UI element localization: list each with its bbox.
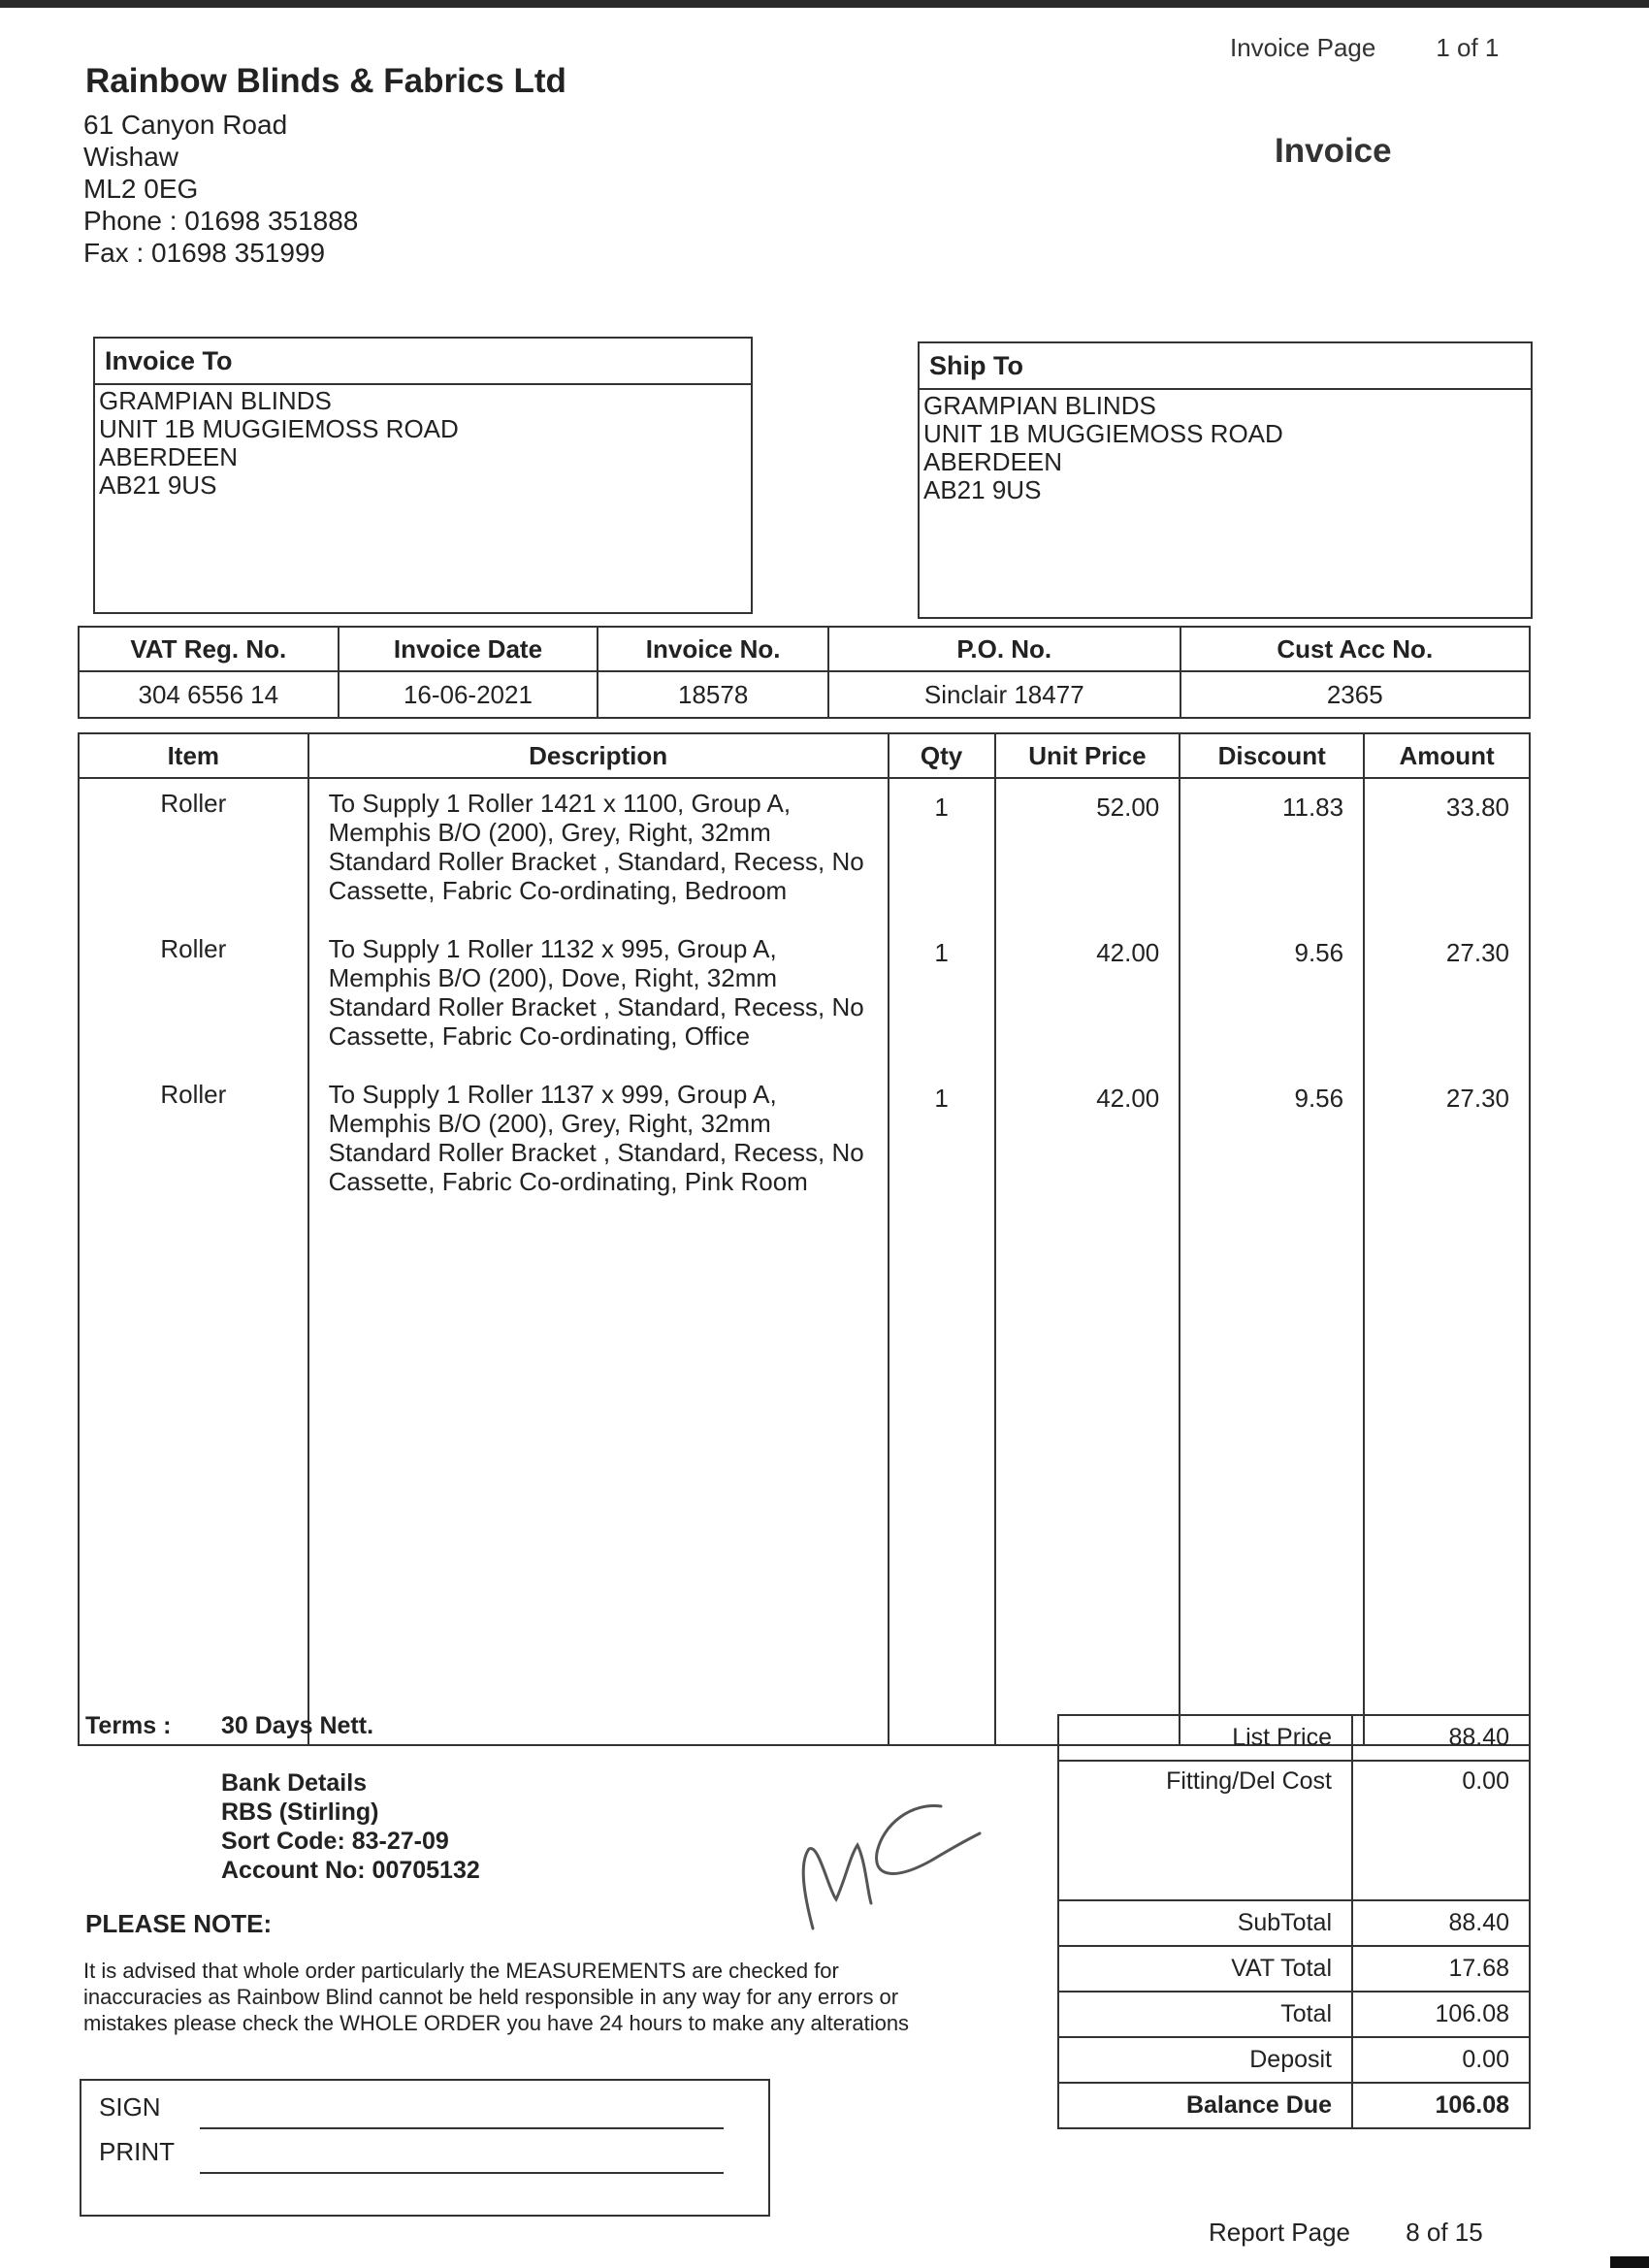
vat-reg-header: VAT Reg. No. — [79, 627, 339, 671]
scan-corner-mark — [1610, 2256, 1649, 2268]
page-ref-value: 1 of 1 — [1436, 37, 1500, 62]
totals-table — [1057, 1714, 1531, 2129]
deposit-row — [1058, 2037, 1530, 2083]
terms-label: Terms : — [85, 1712, 172, 1739]
description-line: Cassette, Fabric Co-ordinating, Bedroom — [328, 876, 788, 905]
fitting-label: Fitting/Del Cost — [1058, 1761, 1352, 1900]
company-address-line: ML2 0EG — [83, 174, 199, 204]
list-price-row — [1058, 1715, 1530, 1761]
deposit-value: 0.00 — [1352, 2037, 1530, 2083]
report-page-value: 8 of 15 — [1406, 2218, 1483, 2247]
subtotal-label: SubTotal — [1058, 1900, 1352, 1946]
account-number: Account No: 00705132 — [221, 1857, 480, 1884]
note-line: inaccuracies as Rainbow Blind cannot be held responsible in any way for any errors or — [83, 1985, 899, 2009]
list-price-value: 88.40 — [1352, 1715, 1530, 1761]
qty-header: Qty — [889, 733, 995, 778]
sign-line[interactable] — [200, 2127, 724, 2129]
description-cell — [308, 1070, 889, 1215]
bank-name: RBS (Stirling) — [221, 1798, 379, 1826]
discount-header: Discount — [1180, 733, 1364, 778]
company-fax: Fax : 01698 351999 — [83, 238, 326, 268]
fitting-row — [1058, 1761, 1530, 1900]
balance-value: 106.08 — [1352, 2083, 1530, 2128]
invoice-date-value: 16-06-2021 — [339, 671, 598, 718]
note-line: mistakes please check the WHOLE ORDER you have 24 hours to make any alterations — [83, 2011, 910, 2035]
invoice-to-address — [95, 385, 751, 502]
discount-cell: 9.56 — [1180, 924, 1364, 1070]
description-line: To Supply 1 Roller 1137 x 999, Group A, — [328, 1080, 777, 1109]
description-line: Standard Roller Bracket , Standard, Recess, No — [328, 847, 864, 876]
bank-details-heading: Bank Details — [221, 1769, 368, 1797]
line-items-table — [78, 732, 1531, 1746]
please-note-title: PLEASE NOTE: — [85, 1909, 273, 1938]
deposit-label: Deposit — [1058, 2037, 1352, 2083]
total-value: 106.08 — [1352, 1992, 1530, 2037]
scan-top-edge — [0, 0, 1649, 8]
total-label: Total — [1058, 1992, 1352, 2037]
item-cell: Roller — [79, 778, 308, 924]
item-header: Item — [79, 733, 308, 778]
company-address — [83, 109, 358, 269]
description-line: Standard Roller Bracket , Standard, Recess, No — [328, 1138, 864, 1167]
invoice-to-line: AB21 9US — [99, 470, 217, 500]
description-line: Cassette, Fabric Co-ordinating, Pink Room — [328, 1167, 808, 1196]
info-value-row — [79, 671, 1530, 718]
balance-row — [1058, 2083, 1530, 2128]
amount-cell: 33.80 — [1364, 778, 1530, 924]
description-cell — [308, 924, 889, 1070]
invoice-info-table — [78, 626, 1531, 719]
print-line[interactable] — [200, 2172, 724, 2174]
company-address-line: Wishaw — [83, 142, 179, 172]
fitting-value: 0.00 — [1352, 1761, 1530, 1900]
description-line: Memphis B/O (200), Grey, Right, 32mm — [328, 1109, 771, 1138]
description-line: To Supply 1 Roller 1132 x 995, Group A, — [328, 934, 777, 963]
invoice-page-ref — [1230, 37, 1559, 64]
vat-reg-value: 304 6556 14 — [79, 671, 339, 718]
po-no-header: P.O. No. — [828, 627, 1180, 671]
balance-label: Balance Due — [1058, 2083, 1352, 2128]
vat-row — [1058, 1946, 1530, 1992]
invoice-to-line: UNIT 1B MUGGIEMOSS ROAD — [99, 414, 459, 443]
cust-acc-value: 2365 — [1180, 671, 1530, 718]
invoice-to-line: GRAMPIAN BLINDS — [99, 386, 332, 415]
company-address-line: 61 Canyon Road — [83, 110, 288, 140]
discount-cell: 11.83 — [1180, 778, 1364, 924]
invoice-no-header: Invoice No. — [598, 627, 828, 671]
unit-price-cell: 52.00 — [995, 778, 1180, 924]
description-header: Description — [308, 733, 889, 778]
cust-acc-header: Cust Acc No. — [1180, 627, 1530, 671]
report-page — [1209, 2218, 1483, 2248]
description-line: Cassette, Fabric Co-ordinating, Office — [328, 1021, 751, 1051]
sign-print-box — [80, 2079, 770, 2217]
table-row — [79, 924, 1530, 1070]
ship-to-heading: Ship To — [920, 343, 1531, 390]
please-note-text — [83, 1958, 1015, 2036]
unit-price-cell: 42.00 — [995, 1070, 1180, 1215]
terms-value: 30 Days Nett. — [221, 1712, 374, 1739]
description-line: Memphis B/O (200), Dove, Right, 32mm — [328, 963, 778, 992]
company-name: Rainbow Blinds & Fabrics Ltd — [85, 62, 566, 100]
table-filler-row — [79, 1215, 1530, 1745]
subtotal-row — [1058, 1900, 1530, 1946]
vat-value: 17.68 — [1352, 1946, 1530, 1992]
document-title: Invoice — [1275, 132, 1392, 170]
amount-header: Amount — [1364, 733, 1530, 778]
total-row — [1058, 1992, 1530, 2037]
item-cell: Roller — [79, 924, 308, 1070]
info-header-row — [79, 627, 1530, 671]
description-line: To Supply 1 Roller 1421 x 1100, Group A, — [328, 789, 792, 818]
discount-cell: 9.56 — [1180, 1070, 1364, 1215]
amount-cell: 27.30 — [1364, 1070, 1530, 1215]
ship-to-line: AB21 9US — [923, 475, 1042, 504]
description-line: Memphis B/O (200), Grey, Right, 32mm — [328, 818, 771, 847]
amount-cell: 27.30 — [1364, 924, 1530, 1070]
description-cell — [308, 778, 889, 924]
ship-to-address — [920, 390, 1531, 506]
handwritten-initials — [795, 1785, 989, 1940]
sign-label: SIGN — [99, 2092, 161, 2122]
item-cell: Roller — [79, 1070, 308, 1215]
invoice-to-box — [93, 337, 753, 614]
vat-label: VAT Total — [1058, 1946, 1352, 1992]
qty-cell: 1 — [889, 1070, 995, 1215]
sort-code: Sort Code: 83-27-09 — [221, 1828, 449, 1855]
qty-cell: 1 — [889, 778, 995, 924]
report-page-label: Report Page — [1209, 2218, 1350, 2247]
items-header-row — [79, 733, 1530, 778]
description-line: Standard Roller Bracket , Standard, Recess, No — [328, 992, 864, 1021]
page-ref-label: Invoice Page — [1230, 37, 1376, 62]
qty-cell: 1 — [889, 924, 995, 1070]
ship-to-line: UNIT 1B MUGGIEMOSS ROAD — [923, 419, 1283, 448]
invoice-no-value: 18578 — [598, 671, 828, 718]
table-row — [79, 1070, 1530, 1215]
table-row — [79, 778, 1530, 924]
unit-price-header: Unit Price — [995, 733, 1180, 778]
unit-price-cell: 42.00 — [995, 924, 1180, 1070]
invoice-to-heading: Invoice To — [95, 339, 751, 385]
company-phone: Phone : 01698 351888 — [83, 206, 359, 236]
invoice-to-line: ABERDEEN — [99, 442, 239, 471]
bank-details — [221, 1768, 480, 1885]
note-line: It is advised that whole order particularly the MEASUREMENTS are checked for — [83, 1959, 839, 1983]
invoice-date-header: Invoice Date — [339, 627, 598, 671]
ship-to-line: ABERDEEN — [923, 447, 1063, 476]
list-price-label: List Price — [1058, 1715, 1352, 1761]
po-no-value: Sinclair 18477 — [828, 671, 1180, 718]
subtotal-value: 88.40 — [1352, 1900, 1530, 1946]
ship-to-box — [918, 341, 1533, 619]
print-label: PRINT — [99, 2137, 175, 2166]
ship-to-line: GRAMPIAN BLINDS — [923, 391, 1156, 420]
